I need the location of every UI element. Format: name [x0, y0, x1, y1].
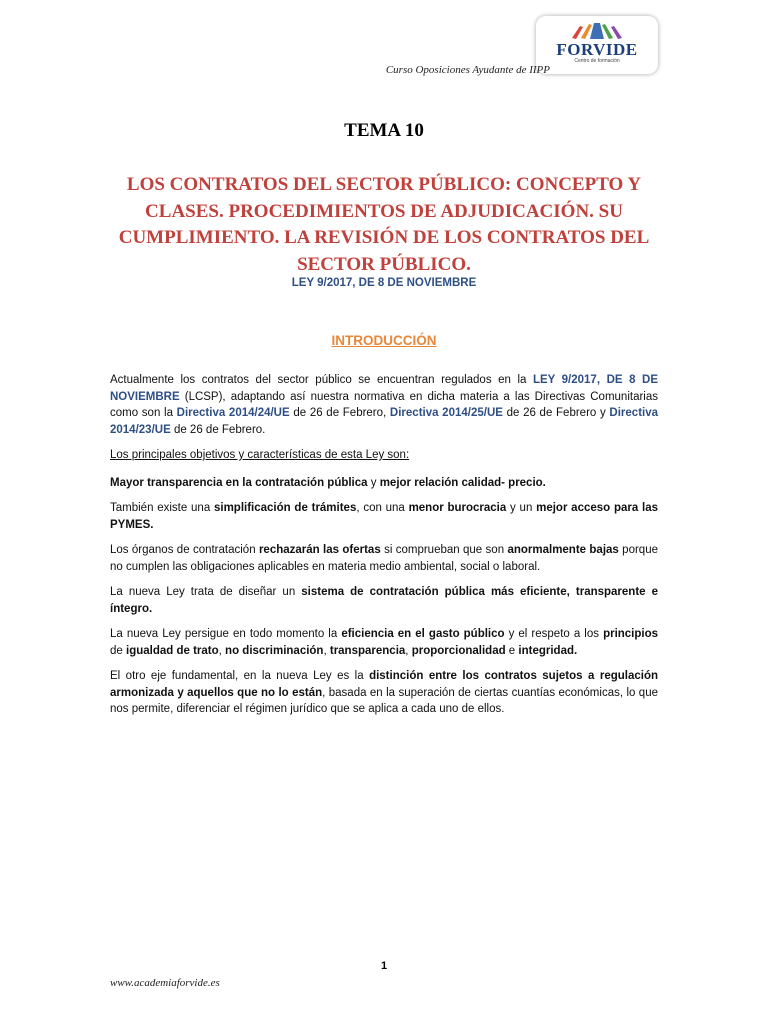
- course-header: Curso Oposiciones Ayudante de IIPP: [385, 64, 550, 76]
- logo-name: FORVIDE: [556, 40, 638, 59]
- books-logo-icon: [570, 22, 624, 40]
- law-subtitle: LEY 9/2017, DE 8 DE NOVIEMBRE: [291, 277, 477, 289]
- directive-reference: Directiva 2014/25/UE: [389, 407, 503, 419]
- footer-website: www.academiaforvide.es: [110, 977, 220, 989]
- directive-reference: Directiva 2014/24/UE: [176, 407, 290, 419]
- main-title: LOS CONTRATOS DEL SECTOR PÚBLICO: CONCEPTO Y CLASES. PROCEDIMIENTOS DE ADJUDICACIÓN. SU CUMPLIMIENTO. LA REVISIÓN DE LOS CONTRATOS DEL SECTOR PÚBLICO.: [118, 174, 650, 275]
- page-number: 1: [380, 960, 388, 972]
- topic-number: TEMA 10: [344, 120, 424, 141]
- directive-reference: Directiva 2014/23/UE: [110, 407, 659, 436]
- paragraph-simplification: También existe una simplificación de trámites, con una menor burocracia y un mejor acceso para las PYMES.: [110, 502, 658, 531]
- paragraph-transparency: Mayor transparencia en la contratación pública y mejor relación calidad- precio.: [110, 476, 546, 489]
- forvide-logo: [536, 16, 658, 74]
- logo-subtitle: Centro de formación: [574, 58, 620, 64]
- section-heading-introduction: INTRODUCCIÓN: [331, 333, 437, 348]
- paragraph-efficiency: La nueva Ley persigue en todo momento la eficiencia en el gasto público y el respeto a los principios de igualdad de trato, no discriminación, transparencia, proporcionalidad e integridad.: [110, 628, 659, 657]
- paragraph-system: La nueva Ley trata de diseñar un sistema de contratación pública más eficiente, transparente e íntegro.: [110, 586, 658, 615]
- objectives-heading: Los principales objetivos y características de esta Ley son:: [110, 449, 410, 461]
- law-reference: LEY 9/2017, DE 8 DE NOVIEMBRE: [110, 374, 658, 403]
- body-text: [110, 372, 658, 727]
- paragraph-offers: Los órganos de contratación rechazarán las ofertas si comprueban que son anormalmente bajas porque no cumplen las obligaciones aplicables en materia medio ambiental, social o laboral.: [110, 544, 658, 573]
- paragraph-intro: Actualmente los contratos del sector público se encuentran regulados en la LEY 9/2017, DE 8 DE NOVIEMBRE (LCSP), adaptando así nuestra normativa en dicha materia a las Directivas Comunitarias como son la Directiva 2014/24/UE de 26 de Febrero, Directiva 2014/25/UE de 26 de Febrero y Directiva 2014/23/UE de 26 de Febrero.: [110, 374, 659, 436]
- paragraph-distinction: El otro eje fundamental, en la nueva Ley es la distinción entre los contratos sujetos a regulación armonizada y aquellos que no lo están, basada en la superación de ciertas cuantías económicas, lo que nos permite, diferenciar el régimen jurídico que se aplica a cada uno de ellos.: [110, 670, 658, 715]
